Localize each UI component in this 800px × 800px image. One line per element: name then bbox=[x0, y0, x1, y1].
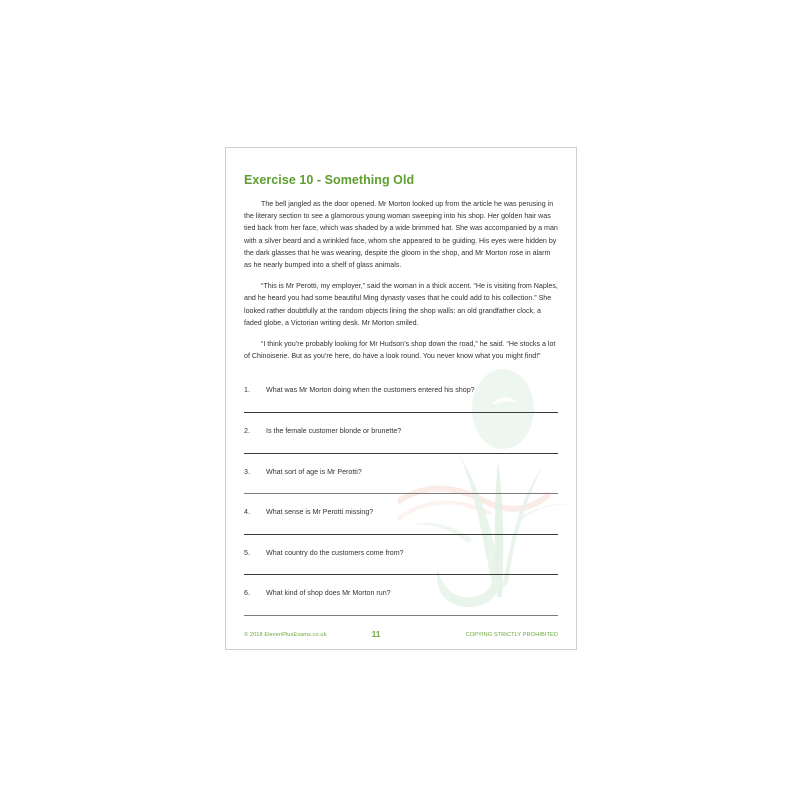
answer-line-6[interactable] bbox=[244, 615, 558, 616]
question-row-6 bbox=[244, 588, 558, 599]
question-row-2 bbox=[244, 426, 558, 437]
question-text: What sort of age is Mr Perotti? bbox=[266, 467, 362, 476]
page-content bbox=[226, 148, 576, 649]
question-item bbox=[244, 548, 558, 576]
question-row-5 bbox=[244, 548, 558, 559]
question-number: 4. bbox=[244, 508, 250, 517]
question-text: What sense is Mr Perotti missing? bbox=[266, 508, 374, 517]
questions-list bbox=[244, 385, 558, 616]
question-number: 2. bbox=[244, 426, 250, 435]
question-text: What was Mr Morton doing when the customers entered his shop? bbox=[266, 386, 475, 395]
question-item bbox=[244, 588, 558, 616]
answer-line-4[interactable] bbox=[244, 534, 558, 535]
question-row-4 bbox=[244, 507, 558, 518]
question-row-1 bbox=[244, 385, 558, 396]
question-number: 5. bbox=[244, 548, 250, 557]
document-page bbox=[225, 147, 577, 650]
passage-paragraph-1: The bell jangled as the door opened. Mr Morton looked up from the article he was perusing in the literary section to see a glamorous young woman sweeping into his shop. Her golden hair was tied back from her face, which was shaded by a wide brimmed hat. She was accompanied by a man with a silver beard and a wrinkled face, whom she appeared to be guiding. His eyes were hidden by the dark glasses that he was wearing, despite the gloom in the shop, and Mr Morton rose in alarm as he nearly bumped into a shelf of glass animals. bbox=[244, 200, 558, 269]
page-title: Exercise 10 - Something Old bbox=[244, 173, 415, 187]
question-number: 6. bbox=[244, 589, 250, 598]
passage-text bbox=[244, 198, 558, 362]
question-number: 3. bbox=[244, 467, 250, 476]
answer-line-1[interactable] bbox=[244, 412, 558, 413]
question-text: What kind of shop does Mr Morton run? bbox=[266, 589, 391, 598]
question-text: What country do the customers come from? bbox=[266, 548, 404, 557]
question-item bbox=[244, 507, 558, 535]
footer-notice: COPYING STRICTLY PROHIBITED bbox=[465, 631, 558, 638]
answer-line-2[interactable] bbox=[244, 453, 558, 454]
footer-page-number: 11 bbox=[371, 630, 381, 639]
question-item bbox=[244, 385, 558, 413]
answer-line-5[interactable] bbox=[244, 574, 558, 575]
question-number: 1. bbox=[244, 386, 250, 395]
passage-paragraph-3: “I think you’re probably looking for Mr Hudson’s shop down the road,” he said. “He stocks a lot of Chinoiserie. But as you’re here, do have a look round. You never know what you might find!” bbox=[244, 339, 556, 361]
answer-line-3[interactable] bbox=[244, 493, 558, 494]
footer-copyright: © 2018 ElevenPlusExams.co.uk bbox=[244, 631, 327, 638]
page-footer bbox=[244, 630, 558, 639]
question-row-3 bbox=[244, 467, 558, 478]
question-text: Is the female customer blonde or brunette? bbox=[266, 426, 402, 435]
question-item bbox=[244, 426, 558, 454]
passage-paragraph-2: “This is Mr Perotti, my employer,” said the woman in a thick accent. “He is visiting from Naples, and he heard you had some beautiful Ming dynasty vases that he could add to his collection.” She looked rather doubtfully at the random objects lining the shop walls: an old grandfather clock, a faded globe, a Victorian writing desk. Mr Morton smiled. bbox=[244, 282, 558, 327]
question-item bbox=[244, 467, 558, 495]
